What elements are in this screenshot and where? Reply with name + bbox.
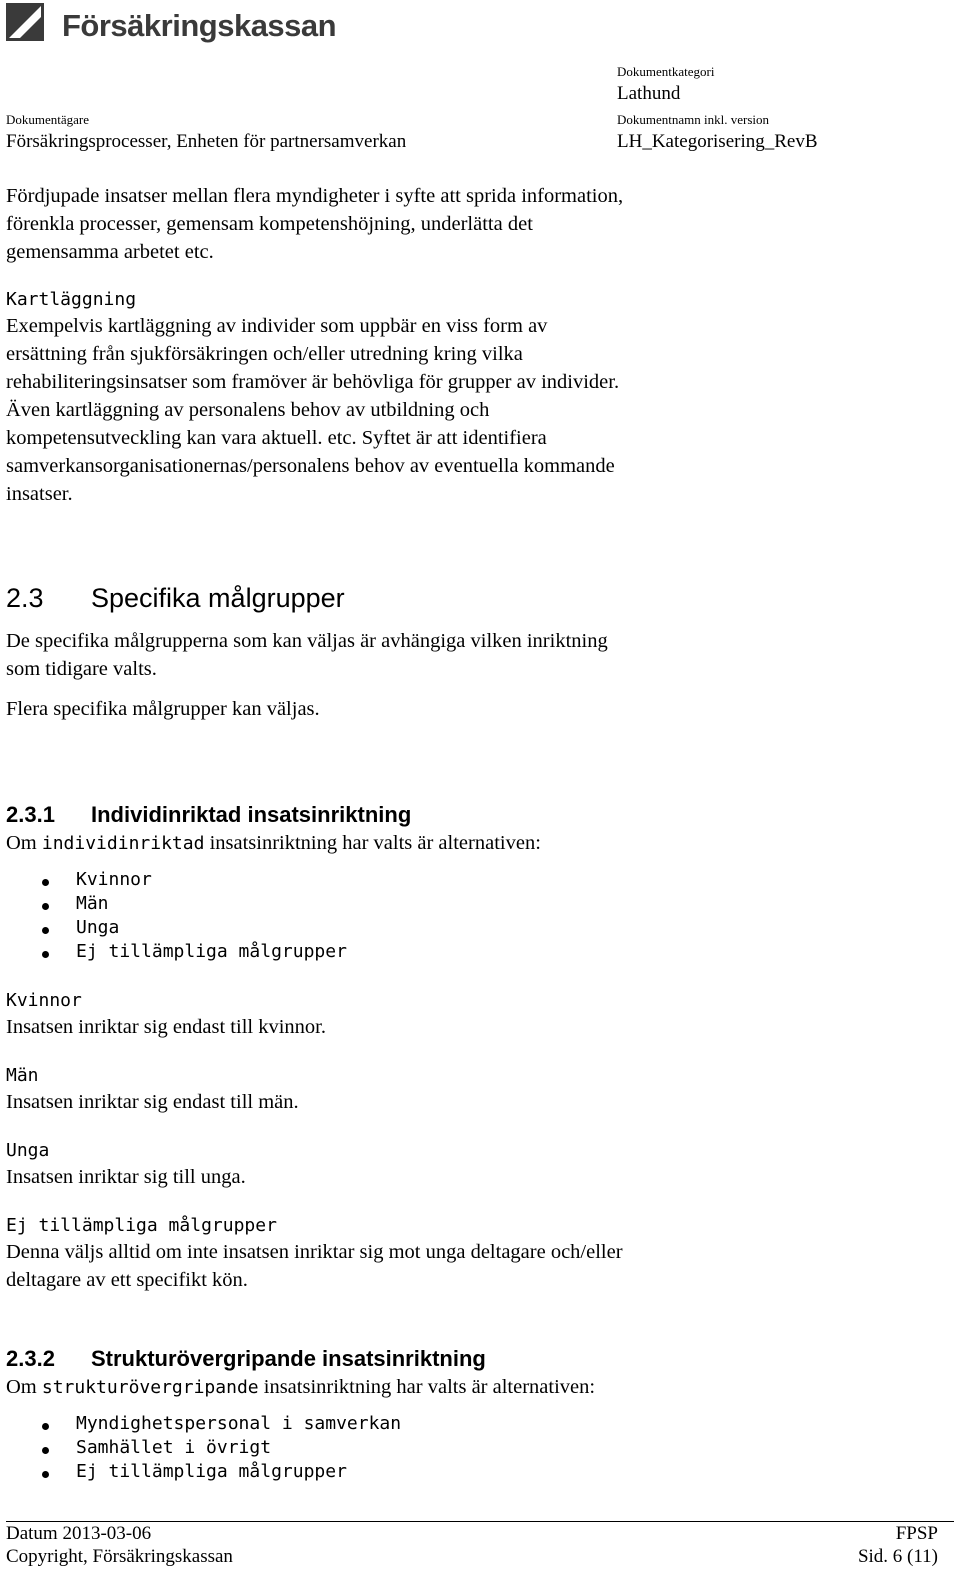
bullet-dot-icon: [42, 951, 49, 958]
paragraph-line: rehabiliteringsinsatser som framöver är behövliga för grupper av individer.: [6, 371, 620, 393]
logo-wordmark: Försäkringskassan: [62, 8, 337, 43]
section-2-3-paragraph: [6, 627, 608, 683]
list-item: Ej tillämpliga målgrupper: [76, 1461, 347, 1482]
section-2-3-paragraph-2: Flera specifika målgrupper kan väljas.: [6, 698, 320, 720]
bullet-dot-icon: [42, 903, 49, 910]
paragraph-line: samverkansorganisationernas/personalens behov av eventuella kommande: [6, 455, 615, 477]
definition-text: [6, 1238, 623, 1294]
section-2-3-number: 2.3: [6, 583, 44, 613]
intro-line: förenkla processer, gemensam kompetenshöjning, underlätta det: [6, 213, 533, 235]
paragraph-line: ersättning från sjukförsäkringen och/eller utredning kring vilka: [6, 343, 523, 365]
intro-code: strukturövergripande: [41, 1377, 259, 1398]
list-item: Män: [76, 893, 109, 914]
section-2-3-2-title: Strukturövergripande insatsinriktning: [91, 1346, 486, 1371]
list-item: Unga: [76, 917, 120, 938]
definition-term: Unga: [6, 1140, 50, 1161]
definition-text: Insatsen inriktar sig endast till män.: [6, 1091, 299, 1113]
doc-category-label: Dokumentkategori: [617, 64, 715, 79]
definition-text: Insatsen inriktar sig endast till kvinnor.: [6, 1016, 326, 1038]
list-item: Ej tillämpliga målgrupper: [76, 941, 347, 962]
logo-mark-icon: [6, 3, 44, 41]
doc-category-value: Lathund: [617, 83, 681, 104]
section-2-3-2-intro: [6, 1373, 595, 1402]
intro-text: insatsinriktning har valts är alternativen:: [209, 832, 541, 854]
section-2-3-title: Specifika målgrupper: [91, 583, 345, 613]
intro-line: gemensamma arbetet etc.: [6, 241, 214, 263]
footer-divider: [6, 1521, 954, 1522]
section-2-3-1-number: 2.3.1: [6, 802, 55, 827]
list-item: Samhället i övrigt: [76, 1437, 272, 1458]
kartlaggning-paragraph: [6, 312, 619, 508]
paragraph-line: kompetensutveckling kan vara aktuell. etc. Syftet är att identifiera: [6, 427, 547, 449]
list-item: Myndighetspersonal i samverkan: [76, 1413, 402, 1434]
bullet-dot-icon: [42, 1447, 49, 1454]
intro-code: individinriktad: [41, 833, 205, 854]
intro-text: Om: [6, 1376, 37, 1398]
intro-paragraph: [6, 182, 623, 266]
list-item: Kvinnor: [76, 869, 152, 890]
paragraph-line: Denna väljs alltid om inte insatsen inriktar sig mot unga deltagare och/eller: [6, 1241, 623, 1263]
docname-value: LH_Kategorisering_RevB: [617, 131, 818, 152]
bullet-dot-icon: [42, 927, 49, 934]
paragraph-line: Exempelvis kartläggning av individer som uppbär en viss form av: [6, 315, 548, 337]
bullet-dot-icon: [42, 1423, 49, 1430]
paragraph-line: deltagare av ett specifikt kön.: [6, 1269, 248, 1291]
footer-code: FPSP: [895, 1523, 938, 1544]
section-2-3-2-number: 2.3.2: [6, 1346, 55, 1371]
intro-line: Fördjupade insatser mellan flera myndigheter i syfte att sprida information,: [6, 185, 624, 207]
section-2-3-1-title: Individinriktad insatsinriktning: [91, 802, 412, 827]
intro-text: insatsinriktning har valts är alternativen:: [263, 1376, 596, 1398]
section-2-3-1-intro: [6, 829, 541, 858]
paragraph-line: Även kartläggning av personalens behov av utbildning och: [6, 399, 490, 421]
intro-text: Om: [6, 832, 37, 854]
paragraph-line: insatser.: [6, 483, 73, 505]
footer-page-number: Sid. 6 (11): [857, 1546, 938, 1567]
owner-label: Dokumentägare: [6, 112, 90, 127]
paragraph-line: De specifika målgrupperna som kan väljas är avhängiga vilken inriktning: [6, 630, 608, 652]
owner-value: Försäkringsprocesser, Enheten för partnersamverkan: [6, 131, 407, 152]
docname-label: Dokumentnamn inkl. version: [617, 112, 770, 127]
paragraph-line: som tidigare valts.: [6, 658, 157, 680]
definition-term: Ej tillämpliga målgrupper: [6, 1215, 277, 1236]
kartlaggning-term: Kartläggning: [6, 289, 137, 310]
footer-date: Datum 2013-03-06: [6, 1523, 152, 1544]
footer-copyright: Copyright, Försäkringskassan: [6, 1546, 233, 1567]
definition-term: Kvinnor: [6, 990, 82, 1011]
definition-term: Män: [6, 1065, 39, 1086]
bullet-dot-icon: [42, 879, 49, 886]
definition-text: Insatsen inriktar sig till unga.: [6, 1166, 246, 1188]
bullet-dot-icon: [42, 1471, 49, 1478]
